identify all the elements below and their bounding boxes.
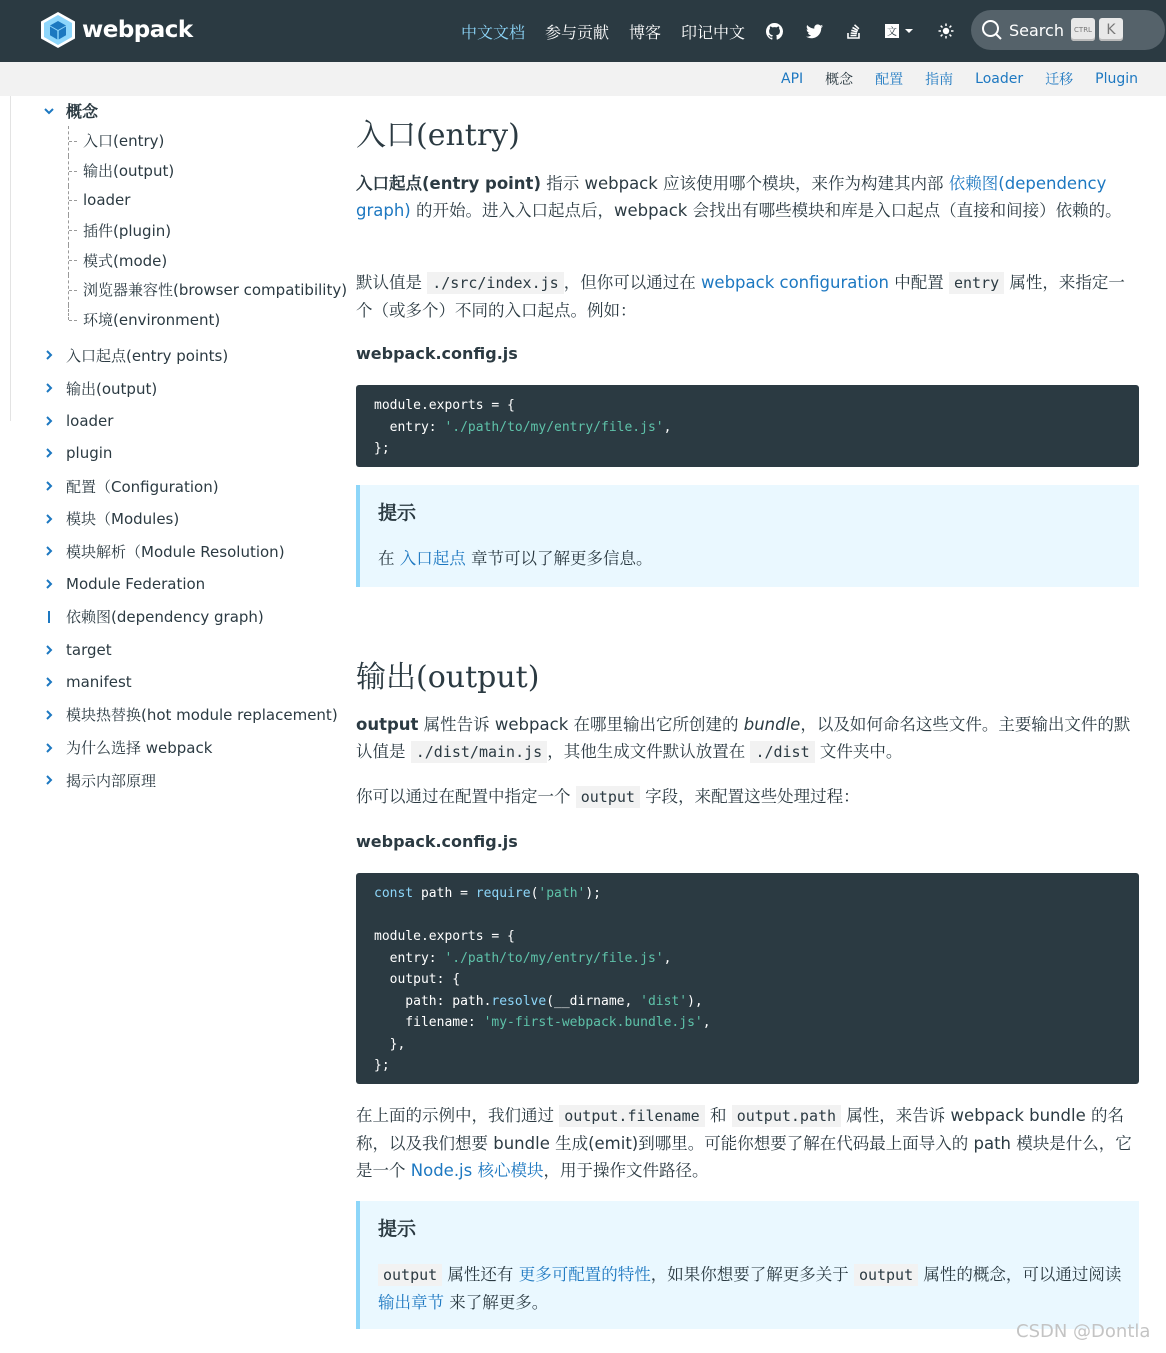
tip-title: 提示 xyxy=(378,502,417,524)
code-token: (__dirname, xyxy=(546,993,641,1009)
subnav-api[interactable]: API xyxy=(781,71,804,87)
text: 属性的概念，可以通过阅读 xyxy=(918,1265,1122,1284)
chevron-right-icon xyxy=(42,544,56,558)
subnav-guides[interactable]: 指南 xyxy=(925,72,954,88)
inline-code: ./src/index.js xyxy=(427,272,563,294)
chevron-right-icon xyxy=(42,512,56,526)
sidebar-item[interactable] xyxy=(42,437,302,470)
search-label: Search xyxy=(1009,20,1064,40)
entry-paragraph-1 xyxy=(356,170,1139,224)
code-token: }, xyxy=(374,1036,406,1052)
code-token: ( xyxy=(530,886,539,901)
text: 属性，来指定一个（或多个）不同的入口起点。例如： xyxy=(356,273,1125,320)
text: 的开始。进入入口起点后，webpack 会找出有哪些模块和库是入口起点（直接和间接）依赖的。 xyxy=(410,201,1122,220)
sidebar-item-label: target xyxy=(66,640,112,659)
sidebar-item[interactable] xyxy=(42,601,302,634)
nav-contribute[interactable]: 参与贡献 xyxy=(545,22,610,42)
code-token: path = xyxy=(413,886,476,901)
sidebar-item-label: manifest xyxy=(66,673,132,692)
text: 在上面的示例中，我们通过 xyxy=(356,1106,560,1125)
inline-code: output xyxy=(854,1264,918,1286)
code-token: , xyxy=(663,419,672,435)
sidebar-item-label: 配置（Configuration) xyxy=(66,477,219,496)
sidebar-item-label: 输出(output) xyxy=(66,379,158,398)
sidebar-item-label: 入口起点(entry points) xyxy=(66,346,229,365)
inline-code: entry xyxy=(949,272,1004,294)
sidebar-item[interactable] xyxy=(42,764,302,797)
code-token: path: path. xyxy=(374,993,492,1009)
ctrl-key-hint: CTRL xyxy=(1071,18,1095,41)
text: 和 xyxy=(704,1106,732,1125)
inline-code: output.path xyxy=(732,1105,841,1127)
text: ，如果你想要了解更多关于 xyxy=(650,1265,854,1284)
code-block-entry xyxy=(356,385,1139,467)
svg-text:文: 文 xyxy=(887,27,898,38)
code-token: const xyxy=(374,886,414,901)
top-nav xyxy=(461,0,977,62)
sidebar-item[interactable] xyxy=(42,339,302,372)
code-file-label: webpack.config.js xyxy=(356,344,518,363)
sun-icon[interactable] xyxy=(937,22,955,40)
chevron-right-icon xyxy=(42,479,56,493)
sidebar-subitem[interactable]: 浏览器兼容性(browser compatibility) xyxy=(68,275,308,305)
text: 中配置 xyxy=(888,273,949,292)
link-entry-points[interactable]: 入口起点 xyxy=(399,549,466,568)
text: 指示 webpack 应该使用哪个模块，来作为构建其内部 xyxy=(540,174,949,193)
emphasis: bundle xyxy=(743,715,801,734)
output-paragraph-3 xyxy=(356,1102,1139,1184)
sidebar-item-label: 依赖图(dependency graph) xyxy=(66,608,264,627)
nav-docs[interactable]: 中文文档 xyxy=(461,22,526,42)
tip-box-entry xyxy=(356,485,1139,587)
twitter-icon[interactable] xyxy=(805,22,823,40)
sidebar-item[interactable] xyxy=(42,699,338,732)
link-more-options[interactable]: 更多可配置的特性 xyxy=(518,1265,651,1284)
code-token: require xyxy=(475,886,531,901)
sidebar-subtree xyxy=(68,126,348,335)
subnav-plugins[interactable]: Plugin xyxy=(1095,71,1138,87)
leaf-marker xyxy=(48,611,50,623)
link-webpack-configuration[interactable]: webpack configuration xyxy=(700,273,889,292)
inline-code: ./dist/main.js xyxy=(411,741,547,763)
chevron-right-icon xyxy=(42,381,56,395)
sidebar-item[interactable] xyxy=(42,502,302,535)
chevron-down-icon xyxy=(42,104,56,118)
link-nodejs-core-module[interactable]: Node.js 核心模块 xyxy=(410,1161,544,1180)
sidebar-item-label: 揭示内部原理 xyxy=(66,771,157,790)
sidebar-item[interactable] xyxy=(42,633,302,666)
code-token: , xyxy=(663,950,672,966)
subnav-loaders[interactable]: Loader xyxy=(975,71,1024,87)
sidebar-items xyxy=(42,339,338,797)
code-token: , xyxy=(702,1015,711,1030)
bold-term: 入口起点(entry point) xyxy=(356,174,541,193)
sidebar-subitem[interactable]: 环境(environment) xyxy=(68,305,308,335)
sidebar-group-title: 概念 xyxy=(66,102,99,121)
search-icon xyxy=(981,19,1003,41)
nav-blog[interactable]: 博客 xyxy=(629,22,662,42)
output-paragraph-1 xyxy=(356,711,1139,766)
text: 你可以通过在配置中指定一个 xyxy=(356,787,576,806)
search-button[interactable] xyxy=(971,10,1165,50)
text: 章节可以了解更多信息。 xyxy=(465,549,653,568)
sidebar-subitem[interactable]: 入口(entry) xyxy=(68,126,308,156)
link-output-section[interactable]: 输出章节 xyxy=(378,1293,444,1312)
sidebar-item-label: 模块解析（Module Resolution) xyxy=(66,542,285,561)
code-token: ); xyxy=(585,886,602,901)
text: ，用于操作文件路径。 xyxy=(543,1161,709,1180)
code-token: module.exports = { xyxy=(374,929,515,944)
inline-code: output.filename xyxy=(559,1105,704,1127)
bold-term: output xyxy=(356,715,419,734)
tip-body xyxy=(378,1261,1123,1316)
webpack-logo[interactable] xyxy=(40,11,193,49)
code-token: './path/to/my/entry/file.js' xyxy=(444,419,664,435)
sidebar-item[interactable] xyxy=(42,666,302,699)
code-token: entry: xyxy=(374,950,445,966)
text: 属性，来告诉 webpack bundle 的名称，以及我们想要 bundle 生成(emit)到哪里。可能你想要了解在代码最上面导入的 path 模块是什么，它是一个 xyxy=(356,1106,1132,1180)
sidebar-subitem[interactable]: 插件(plugin) xyxy=(68,215,308,245)
sub-nav xyxy=(0,62,1166,96)
code-token: 'my-first-webpack.bundle.js' xyxy=(483,1015,703,1030)
code-token: }; xyxy=(374,1058,390,1073)
link-dependency-graph[interactable]: 依赖图(dependency graph) xyxy=(356,174,1107,220)
webpack-cube-icon xyxy=(40,11,76,49)
language-icon[interactable] xyxy=(885,22,915,40)
text: 属性告诉 webpack 在哪里输出它所创建的 xyxy=(418,715,744,734)
code-token: './path/to/my/entry/file.js' xyxy=(444,950,664,966)
sidebar-item-label: Module Federation xyxy=(66,575,206,594)
output-paragraph-2 xyxy=(356,783,1139,811)
sidebar-group-concepts[interactable] xyxy=(42,99,98,122)
inline-code: output xyxy=(576,786,640,808)
sidebar-item[interactable] xyxy=(42,372,302,405)
sidebar-item-label: loader xyxy=(66,411,114,430)
sidebar xyxy=(0,96,348,1353)
chevron-right-icon xyxy=(42,577,56,591)
heading-output: 输出(output) xyxy=(356,660,540,695)
tip-box-output xyxy=(356,1201,1139,1329)
sidebar-subitem[interactable]: 输出(output) xyxy=(68,156,308,186)
code-token: }; xyxy=(374,441,390,456)
chevron-right-icon xyxy=(42,773,56,787)
code-token: output: { xyxy=(374,972,461,987)
code-file-label: webpack.config.js xyxy=(356,832,518,851)
code-token: ), xyxy=(687,993,703,1009)
text: 属性还有 xyxy=(442,1265,519,1284)
k-key-hint: K xyxy=(1099,18,1123,41)
text: 文件夹中。 xyxy=(814,742,903,761)
inline-code: ./dist xyxy=(750,741,814,763)
top-header xyxy=(0,0,1166,62)
sidebar-item[interactable] xyxy=(42,470,302,503)
chevron-right-icon xyxy=(42,643,56,657)
watermark: CSDN @Dontla xyxy=(1016,1321,1151,1342)
logo-text: webpack xyxy=(82,17,193,43)
chevron-right-icon xyxy=(42,741,56,755)
sidebar-item[interactable] xyxy=(42,568,302,601)
code-token: resolve xyxy=(491,993,547,1009)
code-token: entry: xyxy=(374,419,445,435)
chevron-right-icon xyxy=(42,446,56,460)
chevron-right-icon xyxy=(42,348,56,362)
sidebar-item-label: plugin xyxy=(66,444,113,463)
heading-entry: 入口(entry) xyxy=(356,118,520,153)
chevron-right-icon xyxy=(42,414,56,428)
sidebar-item-label: 模块（Modules) xyxy=(66,510,180,529)
text: 来了解更多。 xyxy=(444,1293,549,1312)
tip-body xyxy=(378,545,1123,572)
stackoverflow-icon[interactable] xyxy=(845,22,863,40)
sidebar-divider xyxy=(10,96,11,421)
text: 在 xyxy=(378,549,400,568)
entry-paragraph-2 xyxy=(356,269,1139,324)
code-token: filename: xyxy=(374,1015,484,1030)
sidebar-item[interactable] xyxy=(42,535,285,568)
code-token: 'dist' xyxy=(640,993,688,1009)
text: 字段，来配置这些处理过程： xyxy=(639,787,860,806)
code-token: module.exports = { xyxy=(374,398,515,413)
subnav-concepts[interactable]: 概念 xyxy=(825,72,854,88)
chevron-right-icon xyxy=(42,708,56,722)
subnav-configuration[interactable]: 配置 xyxy=(875,72,904,88)
github-icon[interactable] xyxy=(765,22,783,40)
sidebar-subitem[interactable]: loader xyxy=(68,186,308,216)
sidebar-subitem[interactable]: 模式(mode) xyxy=(68,245,308,275)
text: ，以及如何命名这些文件。主要输出文件的默认值是 xyxy=(356,715,1131,761)
text: ，但你可以通过在 xyxy=(563,273,701,292)
text: 默认值是 xyxy=(356,273,428,292)
sidebar-item-label: 模块热替换(hot module replacement) xyxy=(66,706,338,725)
sidebar-item[interactable] xyxy=(42,731,302,764)
tip-title: 提示 xyxy=(378,1218,417,1240)
code-token: 'path' xyxy=(538,886,586,901)
nav-yinjiwen[interactable]: 印记中文 xyxy=(681,22,746,42)
subnav-migrate[interactable]: 迁移 xyxy=(1045,72,1074,88)
chevron-right-icon xyxy=(42,675,56,689)
code-block-output xyxy=(356,873,1139,1084)
sidebar-item[interactable] xyxy=(42,404,302,437)
sidebar-item-label: 为什么选择 webpack xyxy=(66,739,213,758)
inline-code: output xyxy=(378,1264,442,1286)
text: ，其他生成文件默认放置在 xyxy=(547,742,751,761)
